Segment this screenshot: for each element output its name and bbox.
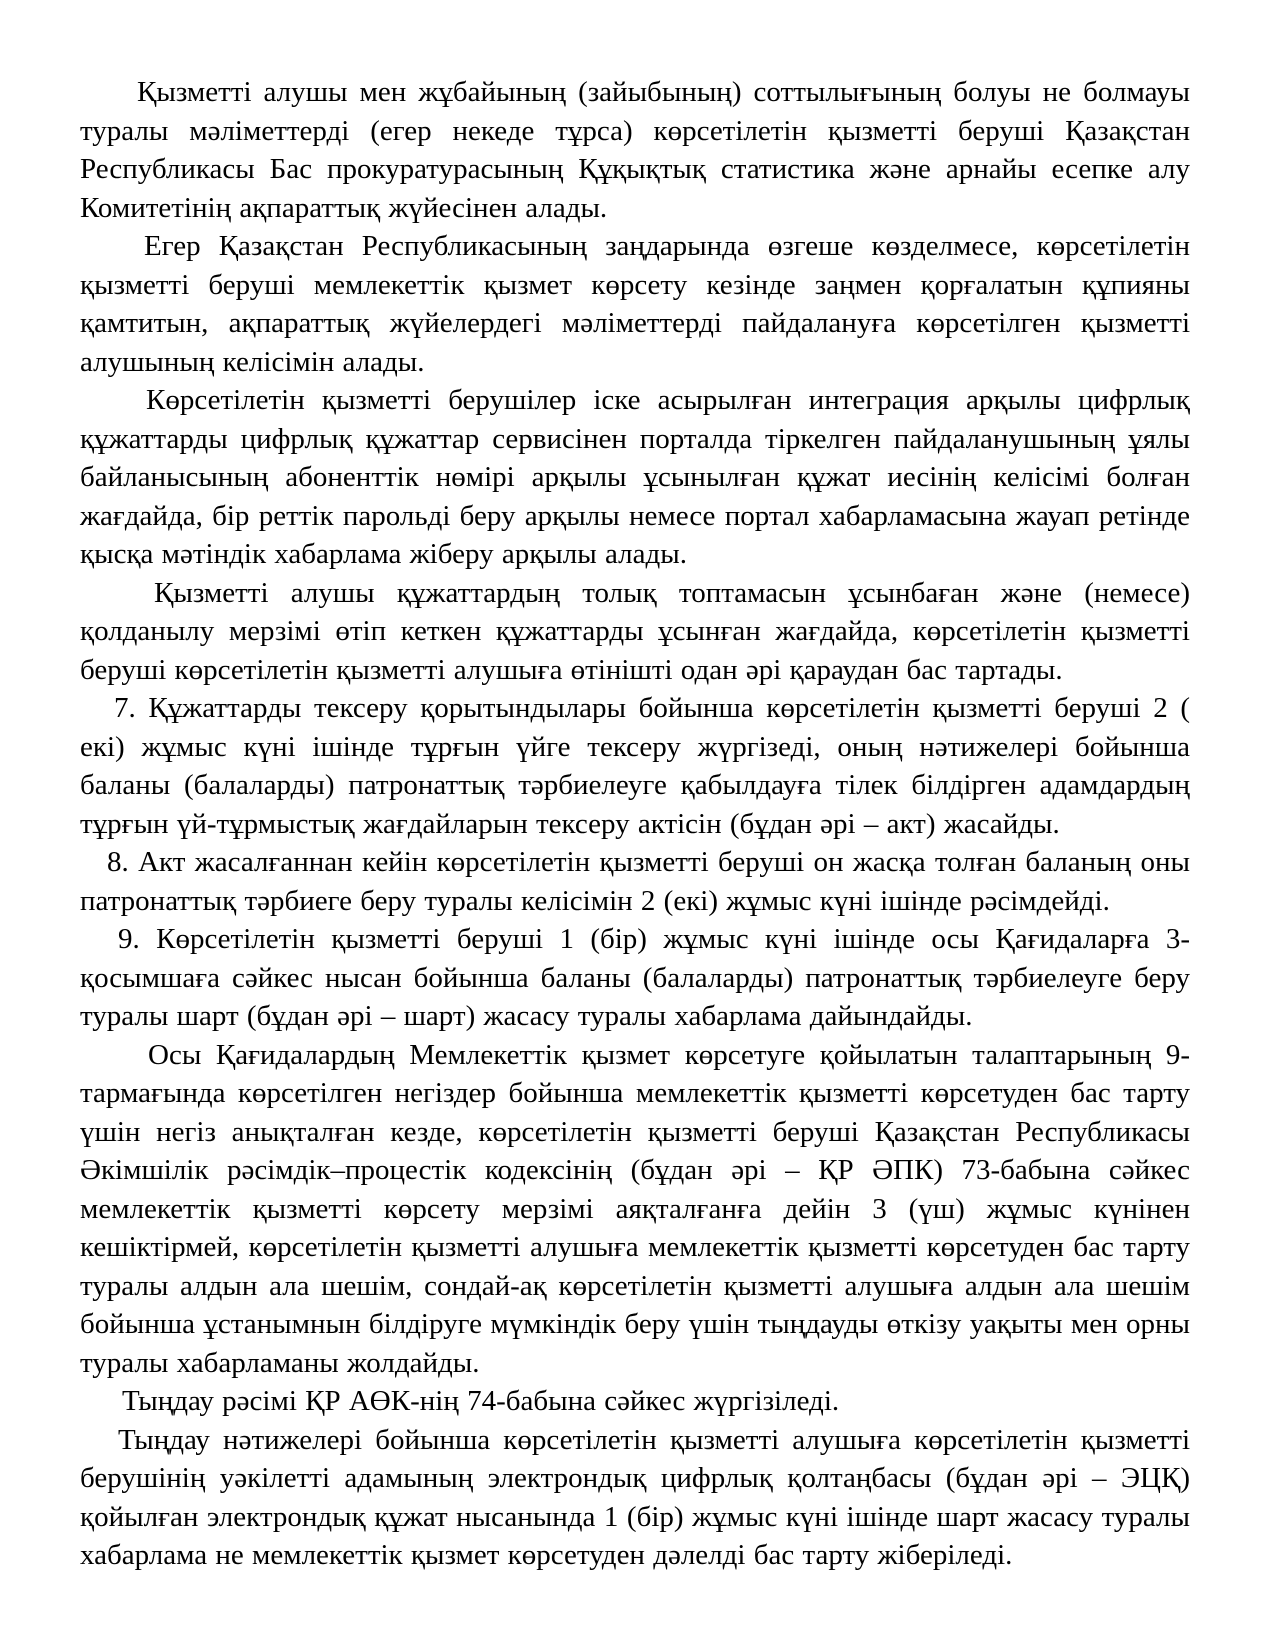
paragraph-2: Егер Қазақстан Республикасының заңдарында өзгеше көзделмесе, көрсетілетін қызметті беруші мемлекеттік қызмет көрсету кезінде заңмен қорғалатын құпияны қамтитын, ақпараттық жүйелердегі мәліметтерді пайдалануға көрсетілген қызметті алушының келісімін алады.: [80, 230, 1190, 378]
paragraph-5: 7. Құжаттарды тексеру қорытындылары бойынша көрсетілетін қызметті беруші 2 ( екі) жұмыс күні ішінде тұрғын үйге тексеру жүргізеді, оның нәтижелері бойынша баланы (балаларды) патронаттық тәрбиелеуге қабылдауға тілек білдірген адамдардың тұрғын үй-тұрмыстық жағдайларын тексеру актісін (бұдан әрі – акт) жасайды.: [80, 692, 1190, 840]
paragraph-4: Қызметті алушы құжаттардың толық топтамасын ұсынбаған және (немесе) қолданылу мерзімі өтіп кеткен құжаттарды ұсынған жағдайда, көрсетілетін қызметті беруші көрсетілетін қызметті алушыға өтінішті одан әрі қараудан бас тартады.: [80, 576, 1190, 686]
paragraph-6: 8. Акт жасалғаннан кейін көрсетілетін қызметті беруші он жасқа толған баланың оны патронаттық тәрбиеге беру туралы келісімін 2 (екі) жұмыс күні ішінде рәсімдейді.: [80, 846, 1190, 917]
paragraph-10: Тыңдау нәтижелері бойынша көрсетілетін қызметті алушыға көрсетілетін қызметті берушінің уәкілетті адамының электрондық цифрлық қолтаңбасы (бұдан әрі – ЭЦҚ) қойылған электрондық құжат нысанында 1 (бір) жұмыс күні ішінде шарт жасасу туралы хабарлама не мемлекеттік қызмет көрсетуден дәлелді бас тарту жіберіледі.: [80, 1423, 1190, 1571]
paragraph-9: Тыңдау рәсімі ҚР АӨК-нің 74-бабына сәйкес жүргізіледі.: [122, 1385, 840, 1417]
paragraph-1: Қызметті алушы мен жұбайының (зайыбының) соттылығының болуы не болмауы туралы мәліметтерді (егер некеде тұрса) көрсетілетін қызметті беруші Қазақстан Республикасы Бас прокуратурасының Құқықтық статистика және арнайы есепке алу Комитетінің ақпараттық жүйесінен алады.: [80, 76, 1190, 224]
paragraph-8: Осы Қағидалардың Мемлекеттік қызмет көрсетуге қойылатын талаптарының 9-тармағында көрсетілген негіздер бойынша мемлекеттік қызметті көрсетуден бас тарту үшін негіз анықталған кезде, көрсетілетін қызметті беруші Қазақстан Республикасы Әкімшілік рәсімдік–процестік кодексінің (бұдан әрі – ҚР ӘПК) 73-бабына сәйкес мемлекеттік қызметті көрсету мерзімі аяқталғанға дейін 3 (үш) жұмыс күнінен кешіктірмей, көрсетілетін қызметті алушыға мемлекеттік қызметті көрсетуден бас тарту туралы алдын ала шешім, сондай-ақ көрсетілетін қызметті алушыға алдын ала шешім бойынша ұстанымнын білдіруге мүмкіндік беру үшін тыңдауды өткізу уақыты мен орны туралы хабарламаны жолдайды.: [80, 1038, 1190, 1379]
paragraph-7: 9. Көрсетілетін қызметті беруші 1 (бір) жұмыс күні ішінде осы Қағидаларға 3-қосымшаға сәйкес нысан бойынша баланы (балаларды) патронаттық тәрбиелеуге беру туралы шарт (бұдан әрі – шарт) жасасу туралы хабарлама дайындайды.: [80, 923, 1190, 1032]
paragraph-3: Көрсетілетін қызметті берушілер іске асырылған интеграция арқылы цифрлық құжаттарды цифрлық құжаттар сервисінен порталда тіркелген пайдаланушының ұялы байланысының абоненттік нөмірі арқылы ұсынылған құжат иесінің келісімі болған жағдайда, бір реттік парольді беру арқылы немесе портал хабарламасына жауап ретінде қысқа мәтіндік хабарлама жіберу арқылы алады.: [80, 384, 1190, 570]
